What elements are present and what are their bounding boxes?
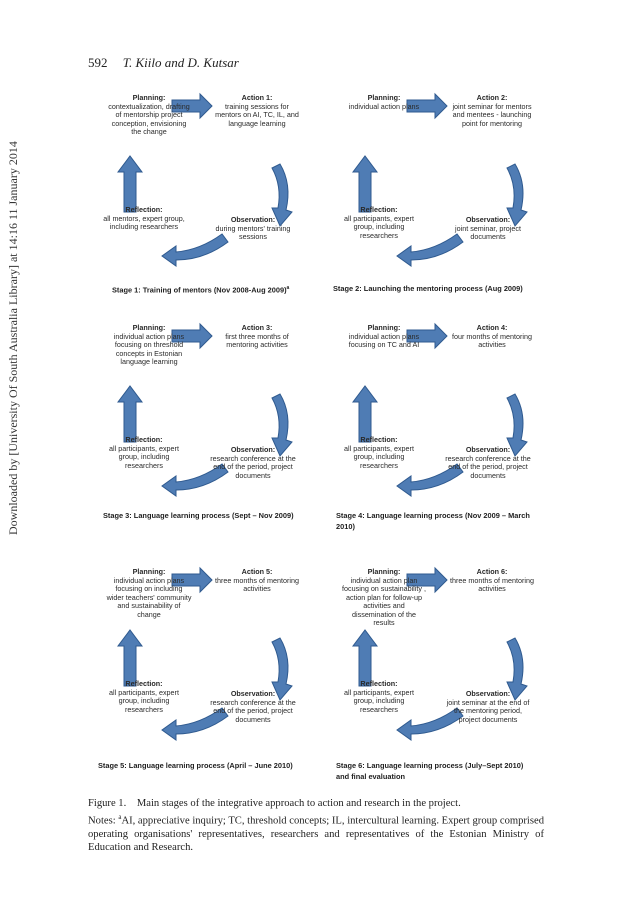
observation-node <box>443 216 533 242</box>
stage-panel-4 <box>335 322 565 522</box>
observation-title: Observation: <box>465 215 511 224</box>
planning-text: individual action plans focusing on including wider teachers' community and sustainability of change <box>106 575 192 619</box>
reflection-node <box>337 206 421 240</box>
planning-title: Planning: <box>132 323 166 332</box>
cycle-arrows <box>335 322 565 522</box>
note-mark: a <box>118 812 122 821</box>
observation-title: Observation: <box>465 445 511 454</box>
action-node <box>447 568 537 594</box>
stage-caption-text: Stage 6: Language learning process (July–Sept 2010) and final evaluation <box>336 761 524 781</box>
download-notice: Downloaded by [University Of South Australia Library] at 14:16 11 January 2014 <box>6 141 20 535</box>
observation-text: research conference at the end of the period, project documents <box>445 453 531 480</box>
action-title: Action 5: <box>241 567 273 576</box>
arrow-reflection-to-planning <box>118 156 142 212</box>
planning-node <box>106 324 192 367</box>
action-title: Action 1: <box>241 93 273 102</box>
arrow-reflection-to-planning <box>353 156 377 212</box>
planning-node <box>341 324 427 350</box>
reflection-title: Reflection: <box>360 205 398 214</box>
stage-caption-text: Stage 3: Language learning process (Sept – Nov 2009) <box>103 511 294 520</box>
stage-caption-note: a <box>286 285 290 291</box>
observation-title: Observation: <box>230 445 276 454</box>
planning-text: individual action plans focusing on threshold concepts in Estonian language learning <box>113 331 185 366</box>
running-authors: T. Kiilo and D. Kutsar <box>122 55 239 70</box>
reflection-text: all participants, expert group, including researchers <box>344 443 414 470</box>
stage-panel-1 <box>100 92 330 295</box>
observation-text: joint seminar, project documents <box>455 223 521 241</box>
reflection-title: Reflection: <box>360 679 398 688</box>
stage-caption <box>112 283 312 295</box>
action-node <box>212 568 302 594</box>
stage-panel-5 <box>100 566 330 766</box>
stage-panel-6 <box>335 566 565 766</box>
observation-node <box>443 690 533 724</box>
reflection-node <box>102 436 186 470</box>
stage-caption <box>98 760 318 771</box>
observation-text: during mentors' training sessions <box>215 223 291 241</box>
planning-title: Planning: <box>132 93 166 102</box>
planning-node <box>106 94 192 137</box>
action-text: first three months of mentoring activities <box>225 331 289 349</box>
planning-node <box>106 568 192 619</box>
stage-caption <box>103 510 323 521</box>
observation-node <box>208 216 298 242</box>
reflection-node <box>337 436 421 470</box>
action-node <box>447 94 537 128</box>
notes-label: Notes: <box>88 815 116 827</box>
page-number: 592 <box>88 55 108 70</box>
action-node <box>212 324 302 350</box>
reflection-title: Reflection: <box>125 435 163 444</box>
notes-text: AI, appreciative inquiry; TC, threshold concepts; IL, intercultural learning. Expert group comprised operating organisations' representatives, researchers and representatives of the Estonian Ministry of Education and Research. <box>88 815 544 854</box>
action-node <box>447 324 537 350</box>
stage-caption <box>336 760 536 782</box>
planning-text: individual action plan focusing on sustainability , action plan for follow-up activities and dissemination of the results <box>342 575 426 627</box>
stage-panel-2 <box>335 92 565 292</box>
observation-text: joint seminar at the end of the mentoring period, project documents <box>446 697 530 724</box>
planning-node <box>341 94 427 111</box>
planning-title: Planning: <box>367 567 401 576</box>
figure-caption <box>88 797 544 855</box>
observation-title: Observation: <box>465 689 511 698</box>
arrow-reflection-to-planning <box>353 386 377 442</box>
reflection-node <box>102 206 186 232</box>
reflection-title: Reflection: <box>125 205 163 214</box>
observation-title: Observation: <box>230 689 276 698</box>
action-title: Action 6: <box>476 567 508 576</box>
action-title: Action 2: <box>476 93 508 102</box>
planning-text: contextualization, drafting of mentorship project conception, envisioning the change <box>108 101 190 136</box>
stage-caption-text: Stage 5: Language learning process (April – June 2010) <box>98 761 293 770</box>
planning-title: Planning: <box>132 567 166 576</box>
figure-label: Figure 1. <box>88 798 127 809</box>
planning-text: individual action plans <box>348 101 420 111</box>
action-title: Action 3: <box>241 323 273 332</box>
stage-caption-text: Stage 2: Launching the mentoring process (Aug 2009) <box>333 284 523 293</box>
observation-text: research conference at the end of the period, project documents <box>210 453 296 480</box>
stage-caption <box>333 283 553 294</box>
reflection-text: all participants, expert group, including researchers <box>109 443 179 470</box>
reflection-title: Reflection: <box>360 435 398 444</box>
planning-node <box>341 568 427 628</box>
arrow-reflection-to-planning <box>353 630 377 686</box>
observation-node <box>208 446 298 480</box>
stage-caption-text: Stage 1: Training of mentors (Nov 2008-Aug 2009) <box>112 285 287 295</box>
reflection-node <box>337 680 421 714</box>
action-title: Action 4: <box>476 323 508 332</box>
reflection-text: all participants, expert group, including researchers <box>109 687 179 714</box>
figure-title: Main stages of the integrative approach to action and research in the project. <box>136 798 461 809</box>
arrow-reflection-to-planning <box>118 630 142 686</box>
stage-caption-text: Stage 4: Language learning process (Nov 2009 – March 2010) <box>336 511 530 531</box>
observation-node <box>443 446 533 480</box>
action-text: four months of mentoring activities <box>452 331 532 349</box>
reflection-title: Reflection: <box>125 679 163 688</box>
action-node <box>212 94 302 128</box>
planning-text: individual action plans focusing on TC and AI <box>348 331 420 349</box>
action-text: training sessions for mentors on AI, TC, IL, and language learning <box>215 101 299 128</box>
observation-node <box>208 690 298 724</box>
stage-caption <box>336 510 536 532</box>
stage-panel-3 <box>100 322 330 522</box>
reflection-text: all participants, expert group, including researchers <box>344 213 414 240</box>
action-text: joint seminar for mentors and mentees - launching point for mentoring <box>452 101 532 128</box>
observation-text: research conference at the end of the period, project documents <box>210 697 296 724</box>
action-text: three months of mentoring activities <box>450 575 534 593</box>
action-text: three months of mentoring activities <box>215 575 299 593</box>
reflection-text: all participants, expert group, including researchers <box>344 687 414 714</box>
reflection-node <box>102 680 186 714</box>
reflection-text: all mentors, expert group, including researchers <box>103 213 185 231</box>
running-header <box>88 55 239 71</box>
observation-title: Observation: <box>230 215 276 224</box>
planning-title: Planning: <box>367 323 401 332</box>
planning-title: Planning: <box>367 93 401 102</box>
arrow-reflection-to-planning <box>118 386 142 442</box>
